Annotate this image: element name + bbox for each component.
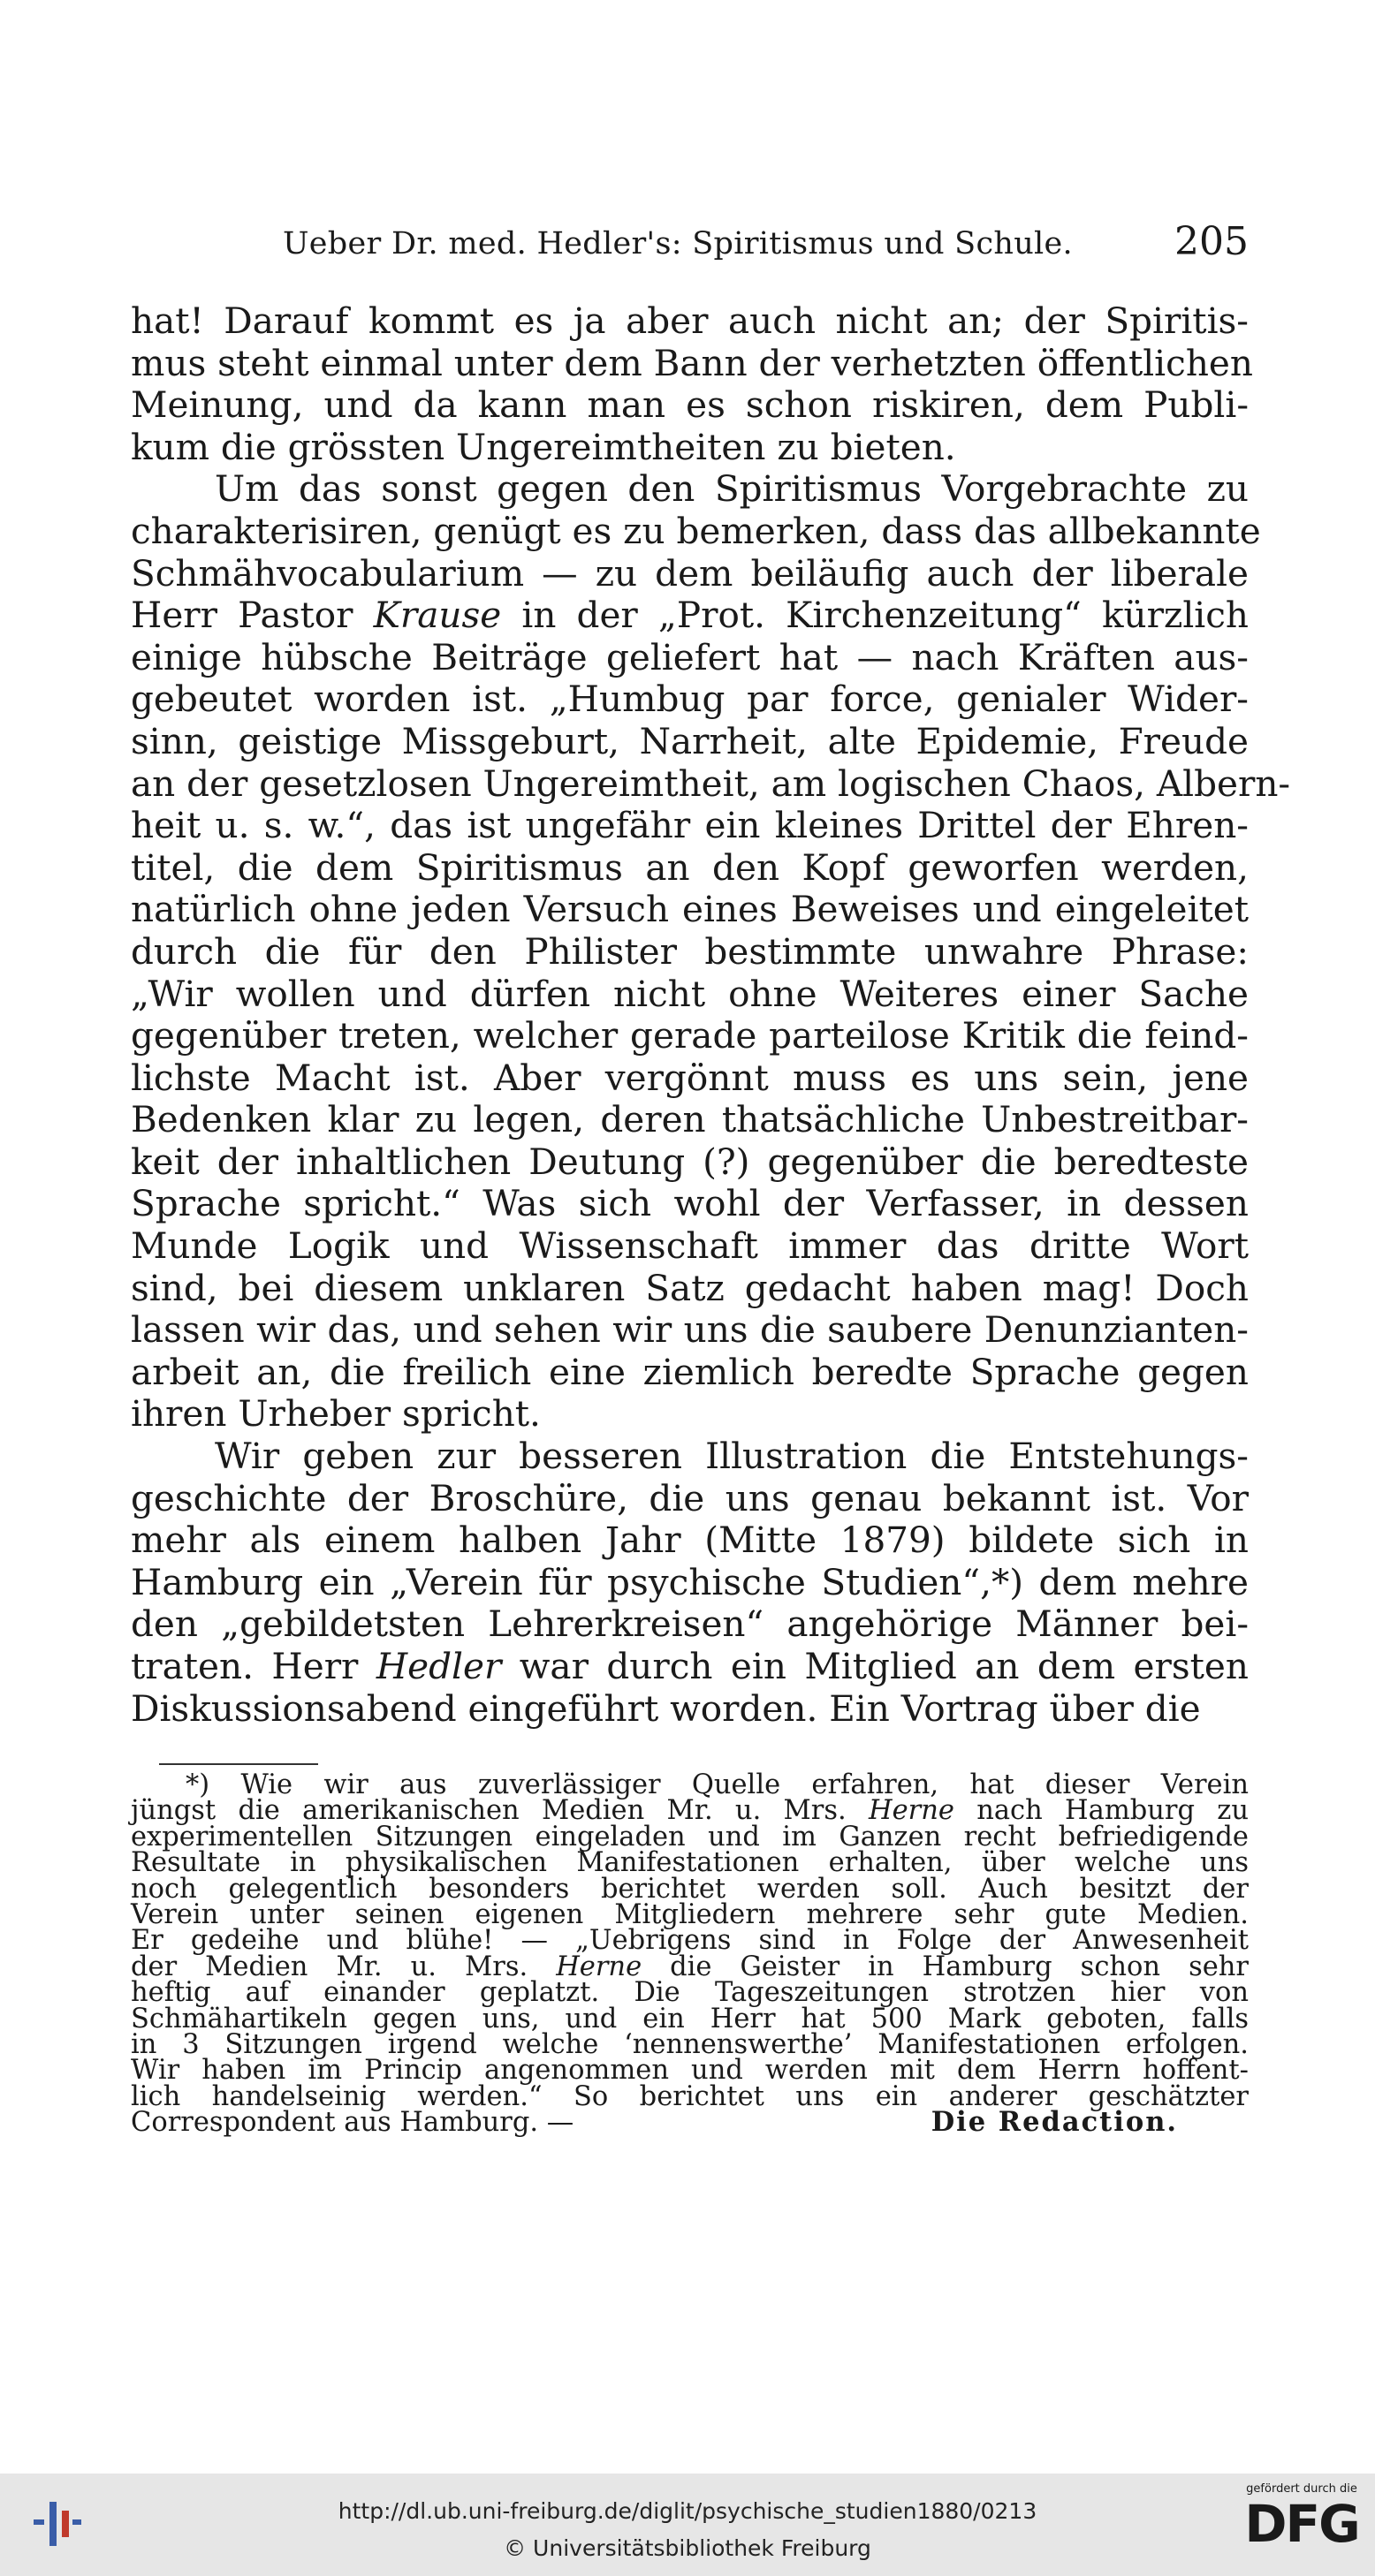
text-line: einige hübsche Beiträge geliefert hat — nach Kräften aus-	[131, 635, 1249, 678]
footnotes	[131, 1769, 1250, 2139]
text-line: natürlich ohne jeden Versuch eines Beweises und eingeleitet	[131, 888, 1249, 931]
text-line: Wir geben zur besseren Illustration die Entstehungs-	[215, 1435, 1249, 1478]
text-line: gebeutet worden ist. „Humbug par force, genialer Wider-	[131, 678, 1249, 721]
footnote-line: der Medien Mr. u. Mrs. Herne die Geister in Hamburg schon sehr	[131, 1951, 1250, 1982]
footnote-line: *) Wie wir aus zuverlässiger Quelle erfahren, hat dieser Verein	[186, 1769, 1249, 1800]
text-line: Hamburg ein „Verein für psychische Studien“,*) dem mehre	[131, 1560, 1249, 1603]
text-line: geschichte der Broschüre, die uns genau bekannt ist. Vor	[131, 1476, 1249, 1519]
footnote-line: Schmähartikeln gegen uns, und ein Herr hat 500 Mark geboten, falls	[131, 2003, 1249, 2034]
source-url-link[interactable]: http://dl.ub.uni-freiburg.de/diglit/psychische_studien1880/0213	[338, 2498, 1037, 2524]
text-line: an der gesetzlosen Ungereimtheit, am logischen Chaos, Albern-	[131, 761, 1291, 805]
footnote-correspondent: Correspondent aus Hamburg. —	[131, 2107, 574, 2139]
text-line: traten. Herr Hedler war durch ein Mitglied an dem ersten	[131, 1645, 1249, 1687]
footnote-line: lich handelseinig werden.“ So berichtet uns ein anderer geschätzter	[131, 2080, 1249, 2112]
text-line: Sprache spricht.“ Was sich wohl der Verfasser, in dessen	[131, 1182, 1249, 1225]
running-title: Ueber Dr. med. Hedler's: Spiritismus und Schule.	[283, 226, 1073, 261]
text-line: sind, bei diesem unklaren Satz gedacht haben mag! Doch	[131, 1266, 1249, 1309]
text-line: Um das sonst gegen den Spiritismus Vorgebrachte zu	[215, 467, 1249, 511]
dfg-tagline: gefördert durch die	[1246, 2482, 1357, 2496]
body-text	[131, 299, 1291, 1730]
footnote-line: noch gelegentlich besonders berichtet werden soll. Auch besitzt der	[131, 1873, 1249, 1905]
footnote-line: Er gedeihe und blühe! — „Uebrigens sind in Folge der Anwesenheit	[131, 1925, 1249, 1957]
footnote-signature-line	[131, 2106, 1249, 2139]
text-line: arbeit an, die freilich eine ziemlich beredte Sprache gegen	[131, 1350, 1249, 1393]
footnote-rule	[159, 1763, 318, 1765]
text-line: heit u. s. w.“, das ist ungefähr ein kleines Drittel der Ehren-	[131, 804, 1249, 847]
footnote-line: Verein unter seinen eigenen Mitgliedern mehrere sehr gute Medien.	[131, 1898, 1249, 1930]
text-line: gegenüber treten, welcher gerade parteilose Kritik die feind-	[131, 1014, 1249, 1057]
footnote-line: Wir haben im Princip angenommen und werden mit dem Herrn hoffent-	[131, 2055, 1249, 2087]
footnote-signature: Die Redaction.	[931, 2106, 1178, 2139]
text-line: sinn, geistige Missgeburt, Narrheit, alte Epidemie, Freude	[131, 719, 1249, 762]
text-line: mus steht einmal unter dem Bann der verhetzten öffentlichen	[131, 341, 1253, 384]
text-line: charakterisiren, genügt es zu bemerken, dass das allbekannte	[131, 509, 1261, 552]
text-line: durch die für den Philister bestimmte unwahre Phrase:	[131, 929, 1249, 973]
footnote-line: Resultate in physikalischen Manifestationen erhalten, über welche uns	[131, 1847, 1249, 1879]
running-head	[131, 219, 1249, 272]
text-line: Meinung, und da kann man es schon riskiren, dem Publi-	[131, 383, 1249, 427]
text-line: Herr Pastor Krause in der „Prot. Kirchenzeitung“ kürzlich	[131, 594, 1249, 637]
text-line: Diskussionsabend eingeführt worden. Ein Vortrag über die	[131, 1686, 1201, 1730]
text-line: kum die grössten Ungereimtheiten zu bieten.	[131, 425, 956, 468]
text-line: Schmähvocabularium — zu dem beiläufig auch der liberale	[131, 551, 1249, 595]
text-line: lassen wir das, und sehen wir uns die saubere Denunzianten-	[131, 1308, 1249, 1352]
footnote-line: heftig auf einander geplatzt. Die Tageszeitungen strotzen hier von	[131, 1977, 1249, 2009]
text-line: Munde Logik und Wissenschaft immer das dritte Wort	[131, 1224, 1249, 1268]
dfg-logo	[1244, 2482, 1359, 2552]
viewer-footer	[0, 2474, 1375, 2576]
page-number: 205	[1174, 219, 1249, 264]
text-line: keit der inhaltlichen Deutung (?) gegenüber die beredteste	[131, 1140, 1249, 1183]
text-line: den „gebildetsten Lehrerkreisen“ angehörige Männer bei-	[131, 1602, 1249, 1646]
text-line: „Wir wollen und dürfen nicht ohne Weiteres einer Sache	[131, 972, 1249, 1015]
text-line: mehr als einem halben Jahr (Mitte 1879) bildete sich in	[131, 1519, 1249, 1562]
dfg-wordmark: DFG	[1244, 2494, 1359, 2554]
footnote-line: experimentellen Sitzungen eingeladen und im Ganzen recht befriedigende	[131, 1821, 1249, 1852]
text-line: ihren Urheber spricht.	[131, 1392, 541, 1436]
copyright-notice: © Universitätsbibliothek Freiburg	[504, 2535, 871, 2561]
text-line: lichste Macht ist. Aber vergönnt muss es uns sein, jene	[131, 1056, 1249, 1099]
text-line: hat! Darauf kommt es ja aber auch nicht an; der Spiritis-	[131, 299, 1249, 342]
footnote-line: in 3 Sitzungen irgend welche ‘nennenswerthe’ Manifestationen erfolgen.	[131, 2028, 1249, 2060]
text-line: Bedenken klar zu legen, deren thatsächliche Unbestreitbar-	[131, 1098, 1249, 1141]
footnote-line: jüngst die amerikanischen Medien Mr. u. Mrs. Herne nach Hamburg zu	[131, 1795, 1249, 1827]
text-line: titel, die dem Spiritismus an den Kopf geworfen werden,	[131, 845, 1249, 889]
